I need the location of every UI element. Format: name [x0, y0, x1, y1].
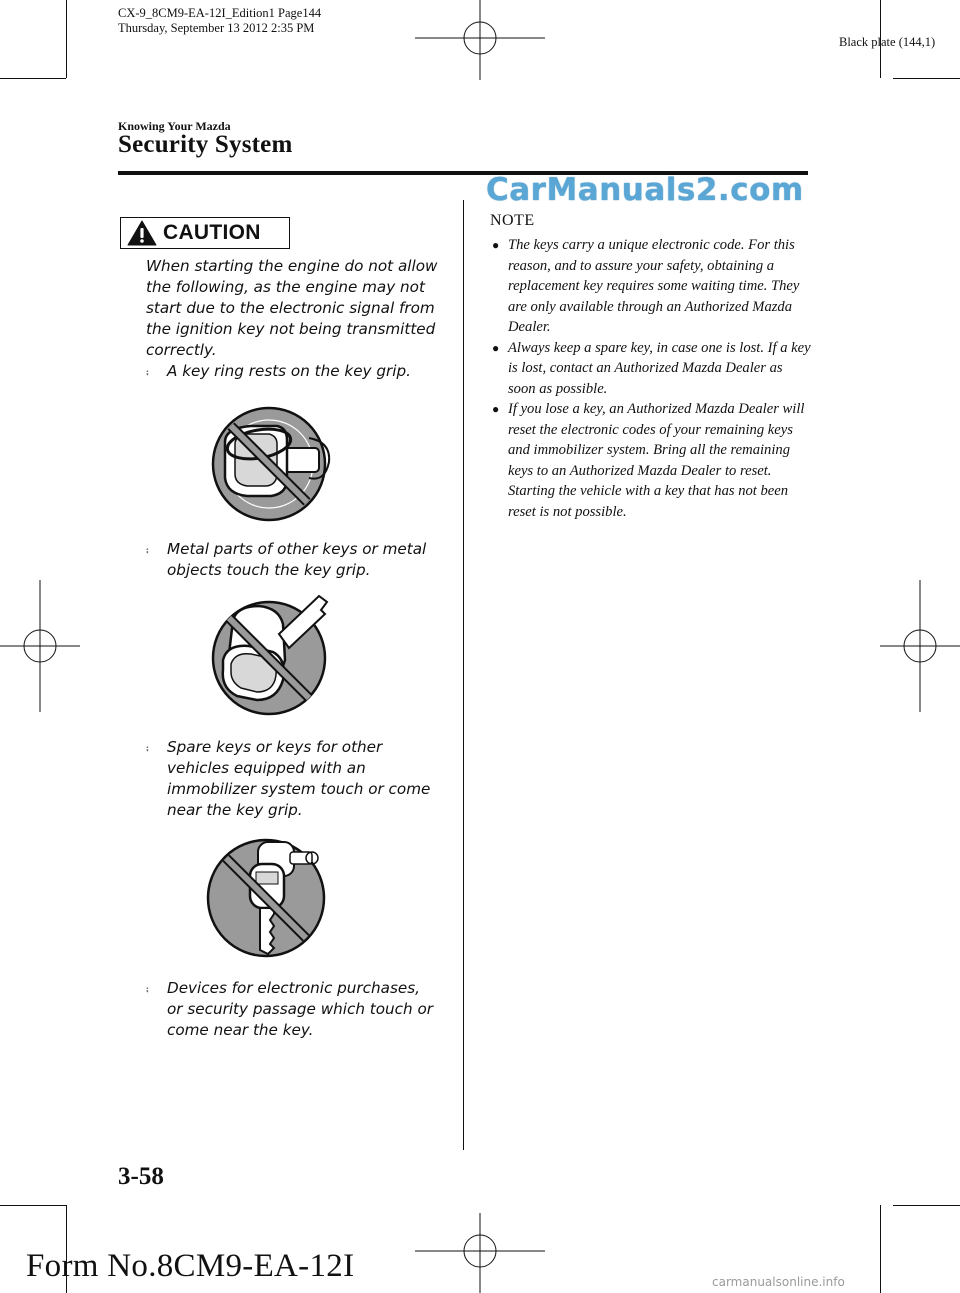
note-title: NOTE — [490, 212, 535, 229]
crop-mark — [0, 78, 66, 79]
crop-mark — [893, 78, 960, 79]
caution-item-text: Spare keys or keys for other vehicles equipped with an immobilizer system touch or come near the key grip. — [167, 738, 431, 819]
registration-target-icon — [0, 580, 80, 712]
page-title: Security System — [118, 131, 293, 158]
caution-item — [146, 737, 436, 821]
bullet-dot-icon: ● — [492, 402, 500, 416]
caution-item-text: A key ring rests on the key grip. — [167, 362, 411, 380]
note-item-text: Always keep a spare key, in case one is lost. If a key is lost, contact an Authorized Mazda Dealer as soon as possible. — [508, 339, 811, 397]
arrow-bullet-icon: ⨾ — [146, 363, 149, 379]
page-number: 3-58 — [118, 1163, 164, 1190]
caution-label: CAUTION — [163, 221, 261, 244]
caution-header — [120, 217, 290, 249]
print-job-info — [118, 6, 321, 36]
plate-info: Black plate (144,1) — [839, 35, 936, 49]
bullet-dot-icon: ● — [492, 238, 500, 252]
registration-target-icon — [415, 1213, 545, 1293]
crop-mark — [880, 1205, 881, 1293]
footer-watermark: carmanualsonline.info — [712, 1275, 845, 1289]
prohibited-metal-keys-icon — [203, 590, 339, 720]
prohibited-key-ring-icon — [205, 400, 333, 528]
caution-item — [146, 978, 436, 1041]
note-item — [492, 338, 812, 400]
caution-item — [146, 361, 436, 382]
job-line-1: CX-9_8CM9-EA-12I_Edition1 Page144 — [118, 6, 322, 20]
prohibited-spare-keys-icon — [202, 834, 332, 964]
note-item-text: If you lose a key, an Authorized Mazda Dealer will reset the electronic codes of your remaining keys and immobilizer system. Bring all the remaining keys to an Authorized Mazda Dealer to reset. Starting the vehicle with a key that has not been reset is not possible. — [508, 401, 805, 520]
crop-mark — [66, 0, 67, 78]
caution-item-text: Metal parts of other keys or metal objects touch the key grip. — [167, 540, 427, 579]
form-number: Form No.8CM9-EA-12I — [26, 1248, 355, 1284]
crop-mark — [0, 1205, 66, 1206]
note-item-text: The keys carry a unique electronic code. For this reason, and to assure your safety, obtaining a replacement key requires some waiting time. They are only available through an Authorized Mazda Dealer. — [508, 237, 800, 335]
job-line-2: Thursday, September 13 2012 2:35 PM — [118, 21, 315, 35]
arrow-bullet-icon: ⨾ — [146, 980, 149, 996]
caution-item — [146, 539, 436, 581]
note-item — [492, 399, 812, 522]
section-category: Knowing Your Mazda — [118, 119, 231, 133]
warning-triangle-icon — [127, 220, 157, 246]
note-item — [492, 235, 812, 338]
arrow-bullet-icon: ⨾ — [146, 739, 149, 755]
crop-mark — [893, 1205, 960, 1206]
column-divider — [463, 200, 464, 1150]
caution-item-text: Devices for electronic purchases, or security passage which touch or come near the key. — [167, 979, 434, 1039]
watermark: CarManuals2.com — [486, 172, 804, 208]
note-list — [492, 235, 812, 522]
registration-target-icon — [415, 0, 545, 80]
caution-intro: When starting the engine do not allow the following, as the engine may not start due to the electronic signal from the ignition key not being transmitted correctly. — [146, 257, 438, 359]
bullet-dot-icon: ● — [492, 340, 500, 355]
registration-target-icon — [880, 580, 960, 712]
arrow-bullet-icon: ⨾ — [146, 541, 149, 557]
